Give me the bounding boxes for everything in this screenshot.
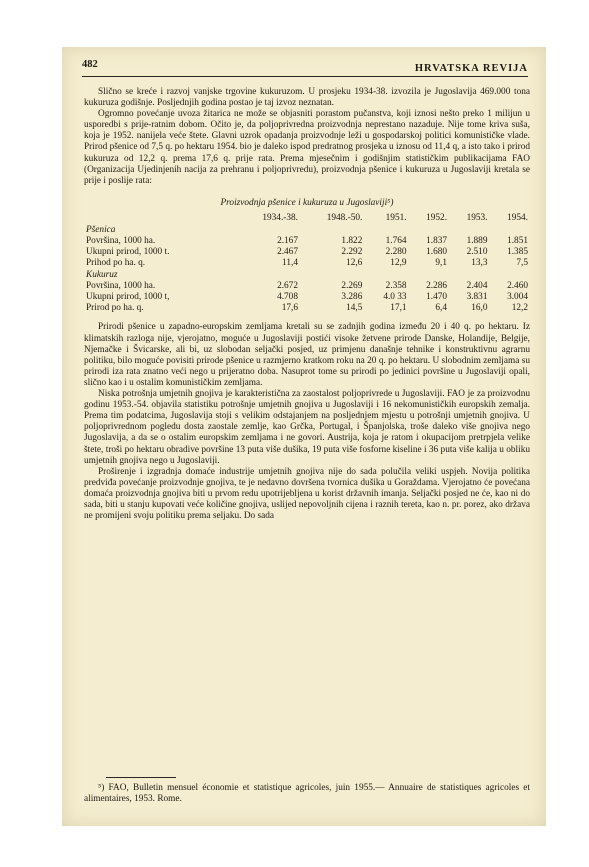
table-group-label: Kukuruz: [86, 269, 118, 280]
table-cell: 17,1: [390, 303, 407, 314]
header-cell: 1952.: [426, 213, 448, 224]
row-label: Prihod po ha. q.: [86, 258, 146, 269]
scanned-page: [62, 47, 546, 826]
footnote: ⁵) FAO, Bulletin mensuel économie et statistique agricoles, juin 1955.— Annuaire de statistiques agricoles et alimentaires, 1953. Rome.: [84, 783, 530, 804]
table-cell: 2.269: [341, 280, 363, 291]
production-table: [84, 212, 530, 315]
table-row: [84, 236, 530, 247]
table-cell: 1.837: [426, 236, 448, 247]
footnote-rule: [106, 777, 176, 778]
paragraph: Prirodi pšenice u zapadno-europskim zemljama kretali su se zadnjih godina između 20 i 40 q. po hektaru. Iz klimatskih razloga nije, vjerojatno, moguće u Jugoslaviji postići visoke žetvene prirode Danske, Holandije, Belgije, Njemačke i Švicarske, ali bi, uz slobodan seljački posjed, uz primjenu današnje tehnike i konstruktivnu agrarnu politiku, bilo moguće povisiti prirode pšenice u razmjerno kratkom roku na 20 q. po hektaru. U slobodnim zemljama su prirodi iza rata znatno veći nego u prijeratno doba. Nasuprot tome su prirodi po jedinici površine u Jugoslaviji opali, slično kao i u ostalim komunističkim zemljama.: [84, 322, 530, 388]
table-group-row: [84, 225, 530, 236]
table-cell: 1.764: [385, 236, 407, 247]
table-cell: 2.358: [385, 280, 407, 291]
header-cell-empty: [84, 212, 236, 225]
table-cell: 7,5: [516, 258, 528, 269]
table-cell: 2.292: [341, 247, 363, 258]
paragraph: Ogromno povećanje uvoza žitarica ne može se objasniti porastom pučanstva, koji iznosi nešto preko 1 milijun u usporedbi s prije-ratnim dobom. Očito je, da poljoprivredna proizvodnja neprestano nazaduje. Nije tome kriva suša, koja je 1952. nanijela veće štete. Glavni uzrok opadanja proizvodnje leži u gospodarskoj politici komunističke vlade. Prirod pšenice od 7,5 q. po hektaru 1954. bio je daleko ispod predratnog prosjeka u iznosu od 11,4 q, a isto tako i prirod kukuruza od 12,2 q. prema 17,6 q. prije rata. Prema mjesečnim i godišnjim statističkim publikacijama FAO (Organizacija Ujedinjenih nacija za prehranu i poljoprivredu), proizvodnja pšenice i kukuruza u Jugoslaviji kretala se prije i poslije rata:: [84, 109, 530, 186]
table-cell: 2.510: [466, 247, 488, 258]
paragraph: Slično se kreće i razvoj vanjske trgovine kukuruzom. U prosjeku 1934-38. izvozila je Jugoslavija 469.000 tona kukuruza godišnje. Posljednjih godina postao je taj izvoz neznatan.: [84, 87, 530, 109]
table-cell: 2.286: [426, 280, 448, 291]
table-cell: 3.831: [466, 292, 488, 303]
table-caption: Proizvodnja pšenice i kukuruza u Jugoslaviji⁵): [220, 197, 394, 208]
table-cell: 1.385: [507, 247, 528, 258]
table-cell: 2.280: [385, 247, 407, 258]
table-row: [84, 292, 530, 303]
running-header: [82, 57, 528, 77]
header-cell: 1954.: [507, 213, 528, 224]
table-row: [84, 303, 530, 314]
paragraph: Proširenje i izgradnja domaće industrije umjetnih gnojiva nije do sada polučila veliki uspjeh. Novija politika predviđa povećanje proizvodnje gnojiva, te je nedavno dovršena tvornica dušika u Goraždama. Vjerojatno će povećana domaća proizvodnja gnojiva biti u prvom redu upotrijebljena u korist državnih imanja. Seljački posjed ne će, kao ni do sada, biti u stanju kupovati veće količine gnojiva, uslijed nepovoljnih cijena i raznih tereta, kao n. pr. porez, ako država ne promijeni svoju politiku prema seljaku. Do sada: [84, 466, 530, 522]
row-label: Površina, 1000 ha.: [86, 236, 156, 247]
table-cell: 1.470: [426, 292, 448, 303]
article-body: [84, 87, 530, 522]
table-cell: 12,6: [346, 258, 363, 269]
table-cell: 9,1: [435, 258, 448, 269]
paragraph: Niska potrošnja umjetnih gnojiva je karakteristična za zaostalost poljoprivrede u Jugoslaviji. FAO je za proizvodnu godinu 1953.-54. objavila statistiku potrošnje umjetnih gnojiva u Jugoslaviji i 16 nekomunističkih europskih zemalja. Prema tim podatcima, Jugoslavija stoji s velikim odstajanjem na posljednjem mjestu u potrošnji umjetnih gnojiva. U poljoprivrednom pogledu dosta zaostale zemlje, kao Grčka, Portugal, i Španjolska, troše daleko više gnojiva nego Jugoslavija, a da se o ostalim europskim zemljama i ne govori. Austrija, koja je ratom i okupacijom pretrpjela velike štete, troši po hektaru obradive površine 13 puta više dušika, 19 puta više fosforne kiseline i 36 puta više kalija u obliku umjetnih gnojiva nego u Jugoslaviji.: [84, 389, 530, 466]
table-cell: 3.286: [341, 292, 363, 303]
table-cell: 2.672: [277, 280, 298, 291]
row-label: Površina, 1000 ha.: [86, 280, 156, 291]
table-body: [84, 225, 530, 315]
table-cell: 16,0: [471, 303, 488, 314]
table-cell: 12,9: [390, 258, 407, 269]
header-cell: 1934.-38.: [262, 213, 298, 224]
table-row: [84, 281, 530, 292]
table-header-row: [84, 212, 530, 225]
table-cell: 13,3: [471, 258, 488, 269]
table-cell: 4.0 33: [383, 292, 407, 303]
table-cell: 1.851: [507, 236, 528, 247]
table-group-row: [84, 270, 530, 281]
header-cell: 1953.: [466, 213, 488, 224]
table-cell: 4.708: [277, 292, 298, 303]
table-cell: 1.889: [466, 236, 488, 247]
table-cell: 1.822: [341, 236, 363, 247]
table-cell: 11,4: [282, 258, 298, 269]
table-cell: 14,5: [346, 303, 363, 314]
row-label: Ukupni prirod, 1000 t.: [86, 247, 170, 258]
table-cell: 12,2: [511, 303, 528, 314]
row-label: Prirod po ha. q.: [86, 303, 144, 314]
table-cell: 6,4: [435, 303, 448, 314]
table-cell: 1.680: [426, 247, 448, 258]
header-cell: 1951.: [385, 213, 407, 224]
table-cell: 2.404: [466, 280, 488, 291]
table-cell: 2.167: [277, 236, 298, 247]
page-number: 482: [82, 59, 98, 70]
table-group-label: Pšenica: [86, 224, 116, 235]
table-row: [84, 247, 530, 258]
header-rule: [82, 76, 528, 77]
table-cell: 17,6: [281, 303, 298, 314]
journal-title: HRVATSKA REVIJA: [414, 63, 528, 74]
table-cell: 2.460: [507, 280, 528, 291]
table-cell: 2.467: [277, 247, 298, 258]
table-row: [84, 258, 530, 269]
row-label: Ukupni prirod, 1000 t,: [86, 292, 170, 303]
header-cell: 1948.-50.: [326, 213, 363, 224]
table-cell: 3.004: [507, 292, 528, 303]
